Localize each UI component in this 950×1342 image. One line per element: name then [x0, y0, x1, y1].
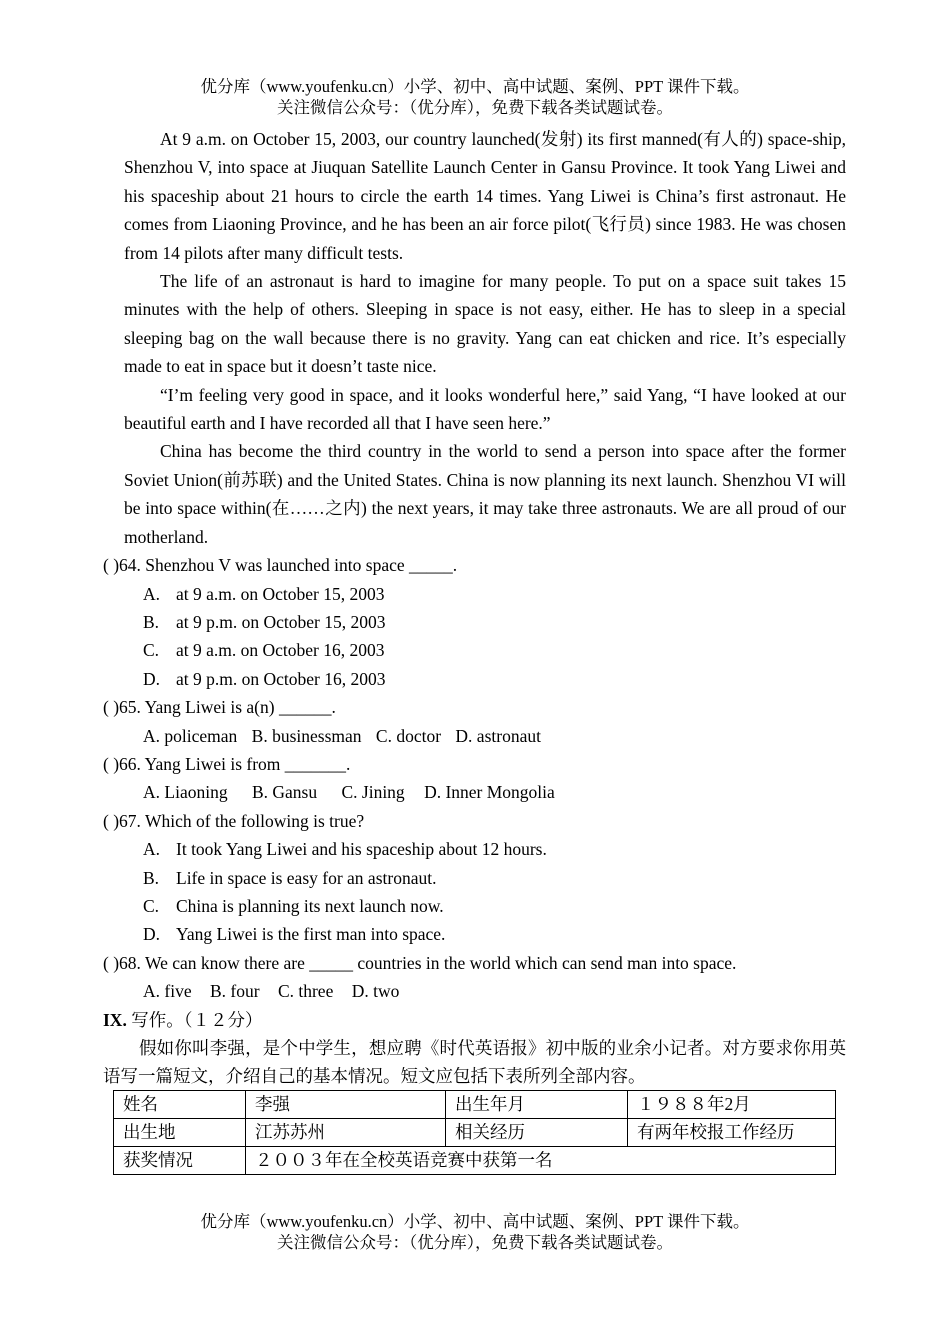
question-65-stem: ( )65. Yang Liwei is a(n) ______. — [103, 697, 336, 718]
table-cell: 相关经历 — [446, 1119, 628, 1147]
question-68-option-b: B. four — [209, 981, 260, 1002]
option-text: Life in space is easy for an astronaut. — [176, 867, 437, 888]
table-cell: ２００３年在全校英语竞赛中获第一名 — [246, 1147, 836, 1175]
table-row — [114, 1147, 836, 1175]
header-line-1: 优分库（www.youfenku.cn）小学、初中、高中试题、案例、PPT 课件下载。 — [200, 77, 750, 96]
table-cell: 获奖情况 — [114, 1147, 246, 1175]
page-content — [0, 125, 950, 1091]
question-66-options — [143, 778, 950, 806]
table-cell: 江苏苏州 — [246, 1119, 446, 1147]
writing-section-title — [103, 1006, 950, 1034]
section-number: IX. — [103, 1009, 127, 1030]
table-row — [114, 1119, 836, 1147]
table-cell: 出生地 — [114, 1119, 246, 1147]
table-cell: 出生年月 — [446, 1091, 628, 1119]
question-66-stem: ( )66. Yang Liwei is from _______. — [103, 753, 351, 774]
writing-prompt: 假如你叫李强，是个中学生，想应聘《时代英语报》初中版的业余小记者。对方要求你用英语写一篇短文，介绍自己的基本情况。短文应包括下表所列全部内容。 — [103, 1038, 846, 1087]
passage-paragraph-4: China has become the third country in the world to send a person into space after the former Soviet Union(前苏联) and the United States. China is now planning its next launch. Shenzhou VI will be into space within(在……之内) the next years, it may take three astronauts. We are all proud of our motherland. — [124, 441, 846, 547]
question-64-option-d — [143, 665, 950, 693]
passage-paragraph-1: At 9 a.m. on October 15, 2003, our country launched(发射) its first manned(有人的) space-ship, Shenzhou V, into space at Jiuquan Satellite Launch Center in Gansu Province. It took Yang Liwei and his spaceship about 21 hours to circle the earth 14 times. Yang Liwei is China’s first astronaut. He comes from Liaoning Province, and he has been an air force pilot(飞行员) since 1983. He was chosen from 14 pilots after many difficult tests. — [124, 129, 846, 263]
question-68-option-a: A. five — [143, 981, 192, 1002]
question-66-option-b: B. Gansu — [251, 782, 318, 803]
section-title: 写作。（１２分） — [126, 1009, 263, 1030]
option-letter: C. — [143, 640, 160, 661]
question-65 — [0, 693, 950, 750]
page-footer — [0, 1211, 950, 1253]
table-cell: 李强 — [246, 1091, 446, 1119]
option-text: at 9 p.m. on October 16, 2003 — [176, 668, 386, 689]
info-table — [113, 1090, 836, 1175]
question-66-option-a: A. Liaoning — [143, 782, 228, 803]
question-65-option-b: B. businessman — [251, 725, 362, 746]
question-65-option-a: A. policeman — [143, 725, 238, 746]
option-letter: B. — [143, 611, 160, 632]
table-cell: １９８８年2月 — [628, 1091, 836, 1119]
question-65-option-c: C. doctor — [375, 725, 442, 746]
option-letter: D. — [143, 924, 161, 945]
question-68-options — [143, 977, 950, 1005]
question-64-option-a — [143, 580, 950, 608]
question-67-option-a — [143, 835, 950, 863]
question-68-stem: ( )68. We can know there are _____ countries in the world which can send man into space. — [103, 952, 737, 973]
option-text: China is planning its next launch now. — [176, 895, 444, 916]
question-67-option-b — [143, 864, 950, 892]
question-65-option-d: D. astronaut — [455, 725, 541, 746]
option-letter: A. — [143, 583, 161, 604]
question-68-option-d: D. two — [351, 981, 400, 1002]
question-64-option-c — [143, 636, 950, 664]
question-67-stem: ( )67. Which of the following is true? — [103, 810, 365, 831]
option-text: at 9 a.m. on October 15, 2003 — [176, 583, 385, 604]
question-68-option-c: C. three — [277, 981, 334, 1002]
option-text: It took Yang Liwei and his spaceship about 12 hours. — [176, 839, 547, 860]
footer-line-1: 优分库（www.youfenku.cn）小学、初中、高中试题、案例、PPT 课件下载。 — [200, 1212, 750, 1231]
question-66-option-c: C. Jining — [341, 782, 405, 803]
option-letter: B. — [143, 867, 160, 888]
question-66-option-d: D. Inner Mongolia — [424, 782, 555, 803]
option-text: Yang Liwei is the first man into space. — [176, 924, 446, 945]
footer-line-2: 关注微信公众号：（优分库），免费下载各类试题试卷。 — [277, 1233, 673, 1252]
header-line-2: 关注微信公众号：（优分库），免费下载各类试题试卷。 — [277, 98, 673, 117]
table-cell: 姓名 — [114, 1091, 246, 1119]
table-cell: 有两年校报工作经历 — [628, 1119, 836, 1147]
question-67 — [0, 807, 950, 949]
question-65-options — [143, 722, 950, 750]
option-letter: C. — [143, 895, 160, 916]
question-67-option-d — [143, 920, 950, 948]
question-68 — [0, 949, 950, 1006]
passage-paragraph-3: “I’m feeling very good in space, and it looks wonderful here,” said Yang, “I have looked at our beautiful earth and I have recorded all that I have seen here.” — [124, 384, 846, 434]
option-letter: D. — [143, 668, 161, 689]
option-text: at 9 p.m. on October 15, 2003 — [176, 611, 386, 632]
question-66 — [0, 750, 950, 807]
passage-paragraph-2: The life of an astronaut is hard to imagine for many people. To put on a space suit takes 15 minutes with the help of others. Sleeping in space is not easy, either. He has to sleep in a special sleeping bag on the wall because there is no gravity. Yang can eat chicken and rice. It’s especially made to eat in space but it doesn’t taste nice. — [124, 271, 846, 377]
question-67-option-c — [143, 892, 950, 920]
table-row — [114, 1091, 836, 1119]
option-text: at 9 a.m. on October 16, 2003 — [176, 640, 385, 661]
question-64-stem: ( )64. Shenzhou V was launched into space _____. — [103, 555, 458, 576]
page-header — [0, 76, 950, 118]
question-64 — [0, 551, 950, 693]
option-letter: A. — [143, 839, 161, 860]
question-64-option-b — [143, 608, 950, 636]
